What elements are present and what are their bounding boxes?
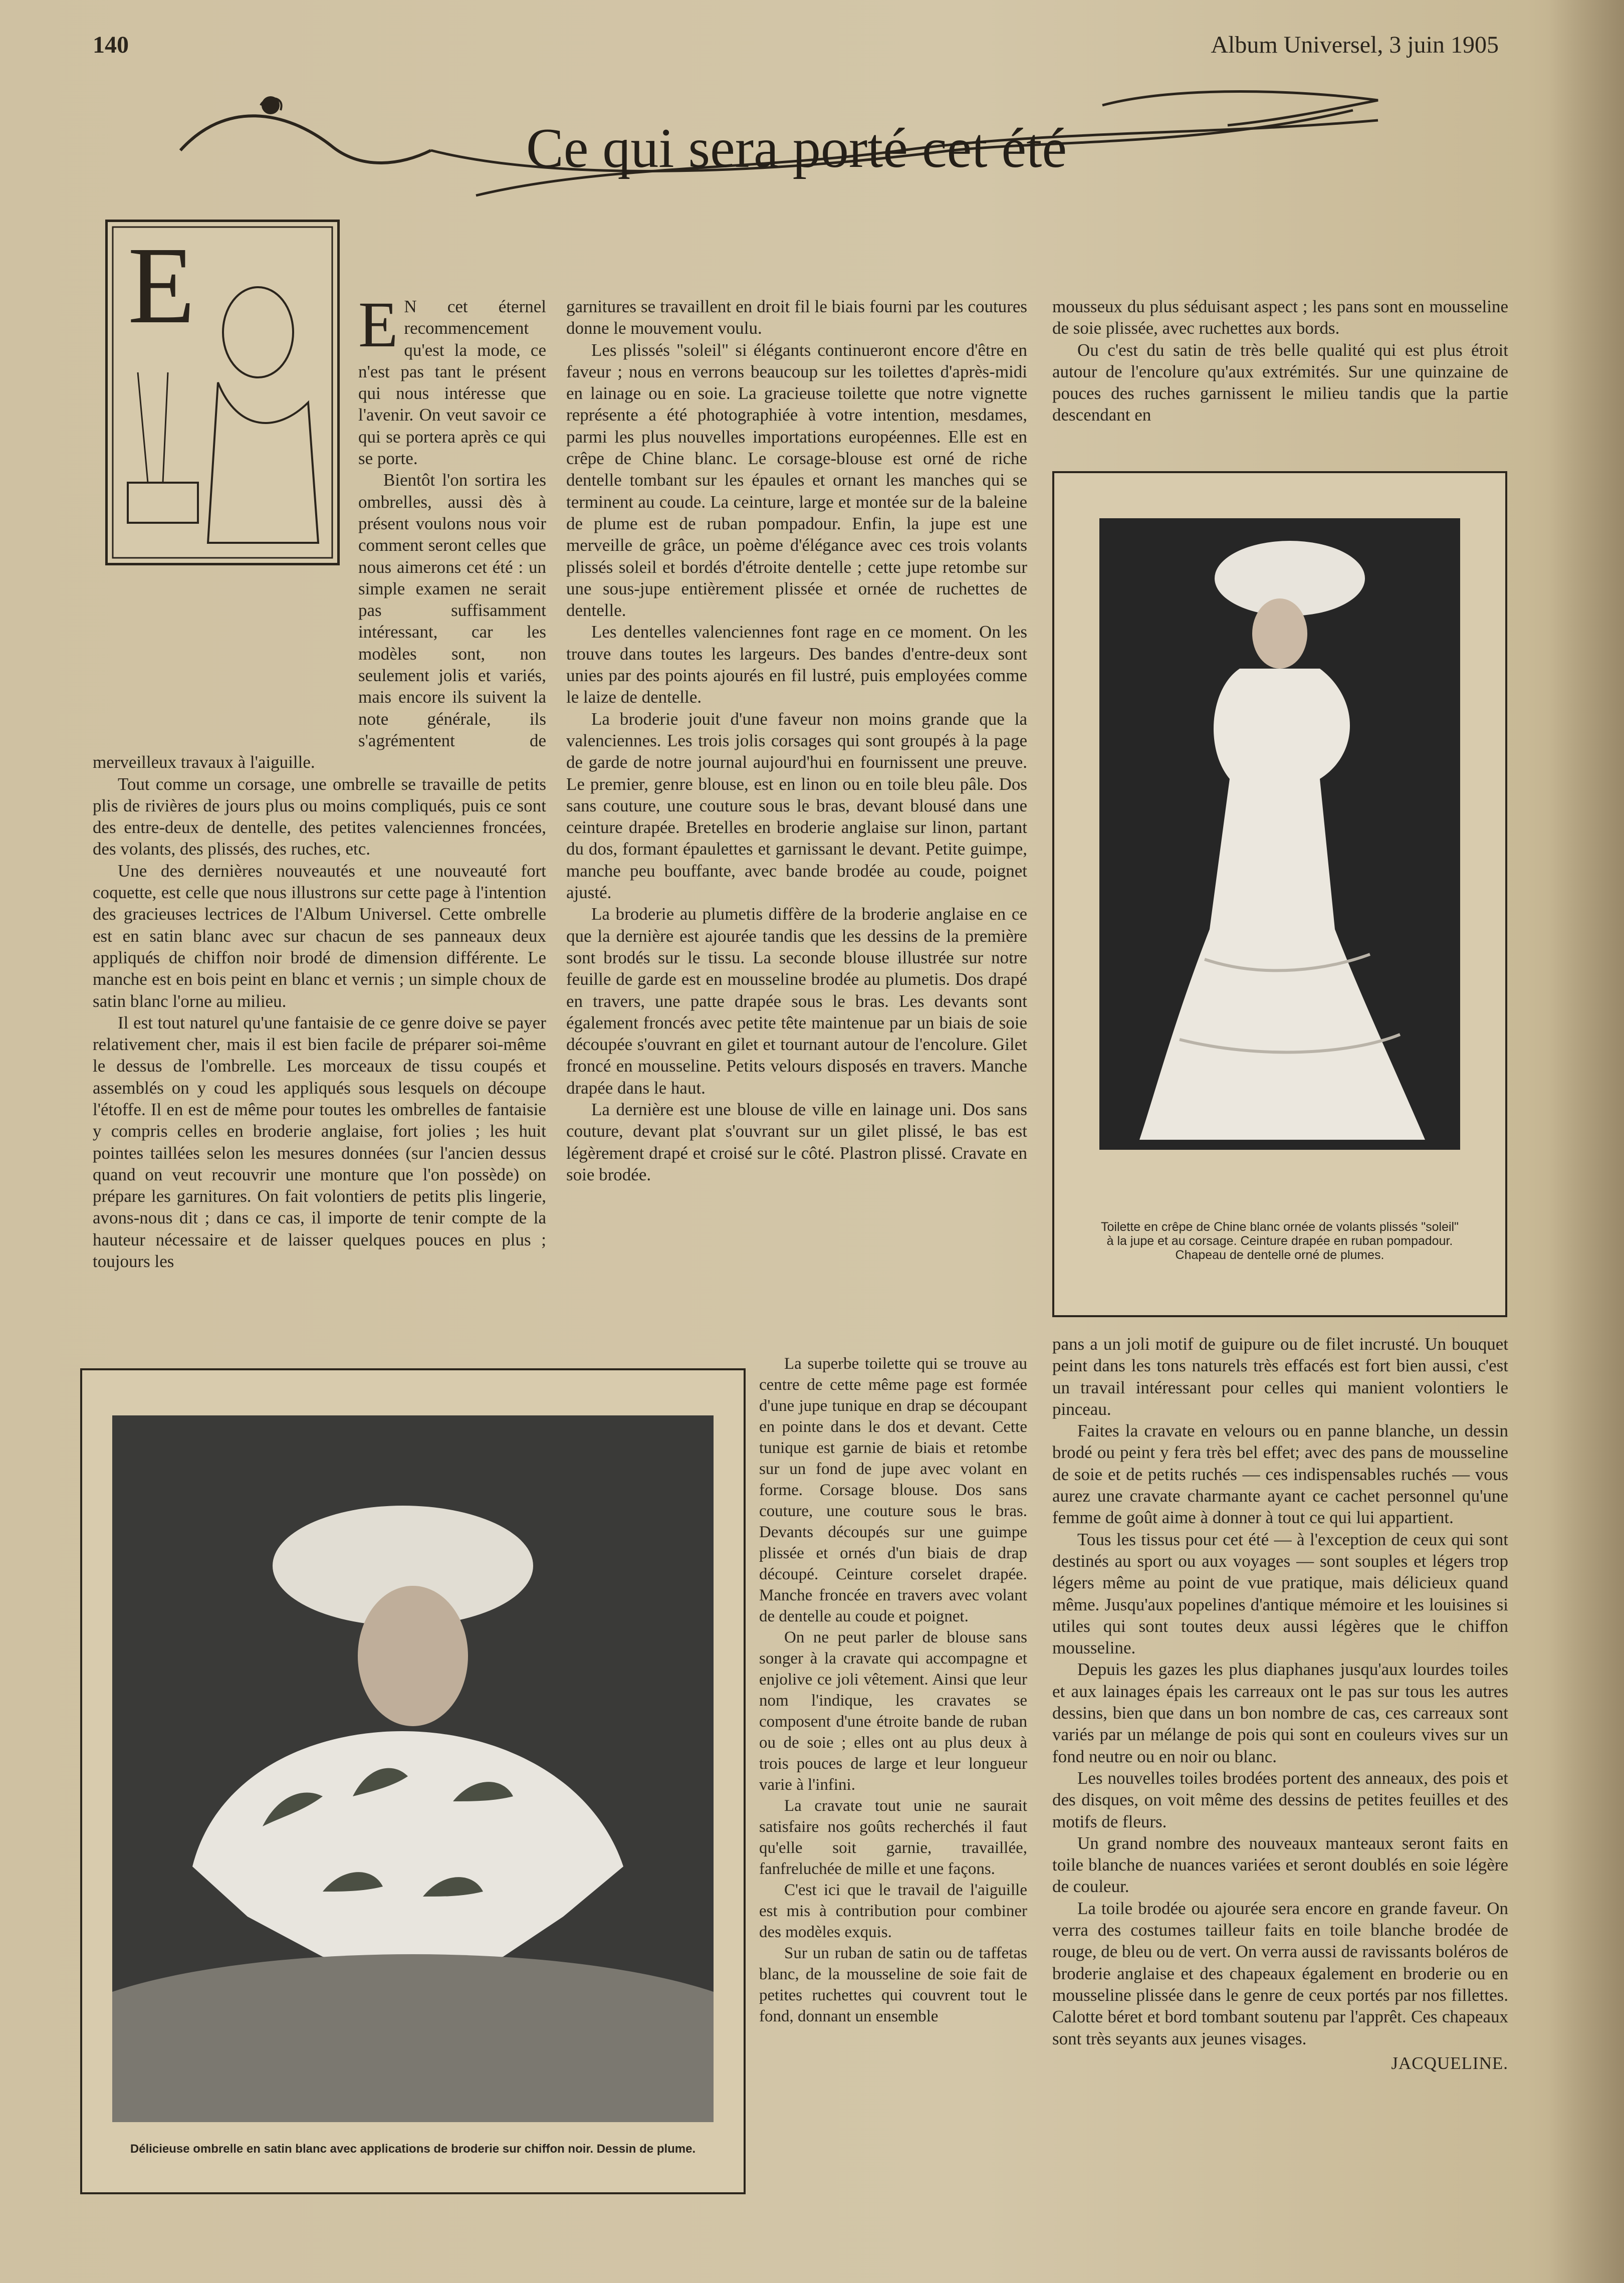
paragraph: Une des dernières nouveautés et une nouveauté fort coquette, est celle que nous illustrons sur cette page à l'intention des gracieuses lectrices de l'Album Universel. Cette ombrelle est en satin blanc avec sur chacun de ses panneaux deux appliqués de chiffon noir brodé de dimension différente. Le manche est en bois peint en blanc et vernis ; un simple choux de satin blanc l'orne au milieu. — [93, 861, 546, 1011]
article-title: Ce qui sera porté cet été — [526, 117, 1067, 179]
column-3-top — [1052, 296, 1508, 426]
paragraph: Les dentelles valenciennes font rage en ce moment. On les trouve dans toutes les largeurs. Des bandes d'entre-deux sont unies par des points ajourés en fil lustré, puis employées comme le laize de dentelle. — [566, 622, 1027, 707]
paragraph: Tous les tissus pour cet été — à l'exception de ceux qui sont destinés au sport ou aux voyages — sont souples et légers trop légers même au point de vue pratique, mais délicieux quand même. Jusqu'aux popelines d'antique mémoire et les louisines si utiles qui sont toutes deux aussi légères que le chiffon mousseline. — [1052, 1529, 1508, 1658]
paragraph: Il est tout naturel qu'une fantaisie de ce genre doive se payer relativement cher, mais il est bien facile de préparer soi-même le dessus de l'ombrelle. Les morceaux de tissu coupés et assemblés on y coud les appliqués sous lesquels on découpe l'étoffe. Il en est de même pour toutes les ombrelles de fantaisie y compris celles en broderie anglaise, fort jolies ; les huit pointes taillées selon les mesures données (sur l'ancien dessus quand on veut recouvrir une monture que l'on possède) on prépare les garnitures. On fait volontiers de petits plis lingerie, avons-nous dit ; dans ce cas, il importe de tenir compte de la hauteur nécessaire et de laisser quelques pouces en plus ; toujours les — [93, 1012, 546, 1272]
dress-photo — [1099, 518, 1460, 1150]
paragraph: Faites la cravate en velours ou en panne blanche, un dessin brodé ou peint y fera très bel effet; avec des pans de mousseline de soie et de petits ruchés — ces indispensables ruchés — vous aurez une cravate charmante ayant ce cachet personnel qu'une femme de goût aime à donner à tout ce qui lui appartient. — [1052, 1421, 1508, 1528]
umbrella-photo-frame — [80, 1368, 746, 2194]
paragraph: C'est ici que le travail de l'aiguille est mis à contribution pour combiner des modèles exquis. — [759, 1881, 1027, 1941]
paragraph: La broderie au plumetis diffère de la broderie anglaise en ce que la dernière est ajourée tandis que les dessins de la première sont brodés sur le tissu. La seconde blouse illustrée sur notre feuille de garde est en mousseline brodée au plumetis. Dos drapé en travers, une patte drapée sous le bras. Les devants sont également froncés avec petite tête maintenue par un biais de soie découpée s'ouvrant en gilet et tournant autour de l'encolure. Gilet froncé en mousseline. Petits velours disposés en travers. Manche drapée dans le haut. — [566, 904, 1027, 1098]
paragraph: La broderie jouit d'une faveur non moins grande que la valenciennes. Les trois jolis corsages qui sont groupés à la page de garde de notre journal aujourd'hui en fournissent une preuve. Le premier, genre blouse, est en linon ou en toile bleu pâle. Dos sans couture, une couture sous le bras, devant blousé dans une ceinture drapée. Bretelles en broderie anglaise sur linon, partant du dos, formant épaulettes et garnissant le devant. Petite guimpe, manche peu bouffante, avec bande brodée au coude, poignet ajusté. — [566, 709, 1027, 903]
paragraph: Les nouvelles toiles brodées portent des anneaux, des pois et des disques, on voit même des dessins de petites feuilles et des motifs de fleurs. — [1052, 1768, 1508, 1831]
paragraph: La dernière est une blouse de ville en lainage uni. Dos sans couture, devant plat s'ouvrant sur un gilet plissé, le bas est légèrement drapé et croisé sur le côté. Plastron plissé. Cravate en soie brodée. — [566, 1099, 1027, 1184]
column-2-lower — [759, 1353, 1027, 2027]
paragraph: Un grand nombre des nouveaux manteaux seront faits en toile blanche de nuances variées et seront doublés en soie légère de couleur. — [1052, 1833, 1508, 1897]
paragraph: N cet éternel recommencement qu'est la mode, ce n'est pas tant le présent qui nous intéresse que l'avenir. On veut savoir ce qui se portera après ce qui se porte. — [358, 297, 546, 469]
paragraph: On ne peut parler de blouse sans songer à la cravate qui accompagne et enjolive ce joli vêtement. Ainsi que leur nom l'indique, les cravates se composent d'une étroite bande de ruban ou de soie ; elles ont au plus deux à trois pouces de large et leur longueur varie à l'infini. — [759, 1628, 1027, 1794]
paragraph: Depuis les gazes les plus diaphanes jusqu'aux lourdes toiles et aux lainages épais les carreaux ont le pas sur tous les autres dessins, bien que dans un bon nombre de cas, ces carreaux sont variés par un mélange de pois qui sont en couleurs vives sur un fond neutre ou en noir ou blanc. — [1052, 1659, 1508, 1766]
woman-in-white-dress-icon — [1099, 518, 1460, 1150]
drop-cap: E — [358, 289, 398, 361]
woman-with-parasol-icon — [112, 1415, 714, 2122]
paragraph: La toile brodée ou ajourée sera encore en grande faveur. On verra des costumes tailleur faits en toile blanche brodée de rouge, de bleu ou de vert. On verra aussi de ravissants boléros de broderie anglaise et des chapeaux également en broderie ou en mousseline plissée dans le genre de ceux portés par nos fillettes. Calotte béret et bord tombant soutenu par l'apprêt. Ces chapeaux sont très seyants aux jeunes visages. — [1052, 1898, 1508, 2048]
dress-photo-frame — [1052, 471, 1507, 1317]
umbrella-photo — [112, 1415, 714, 2122]
dress-caption: Toilette en crêpe de Chine blanc ornée de volants plissés "soleil" à la jupe et au corsage. Ceinture drapée en ruban pompadour. Chapeau de dentelle orné de plumes. — [1100, 1220, 1459, 1262]
column-2 — [566, 296, 1027, 1185]
paragraph: garnitures se travaillent en droit fil le biais fourni par les coutures donne le mouvement voulu. — [566, 297, 1027, 338]
page-gutter-shadow — [1549, 0, 1624, 2283]
author-signature: JACQUELINE. — [1391, 2053, 1508, 2073]
paragraph: La cravate tout unie ne saurait satisfaire nos goûts recherchés il faut qu'elle soit garnie, travaillée, fanfreluchée de mille et une façons. — [759, 1797, 1027, 1878]
paragraph: Sur un ruban de satin ou de taffetas blanc, de la mousseline de soie fait de petites ruchettes qui couvrent tout le fond, donnant un ensemble — [759, 1944, 1027, 2025]
column-1 — [93, 289, 546, 1272]
page-number: 140 — [93, 32, 129, 58]
paragraph: pans a un joli motif de guipure ou de filet incrusté. Un bouquet peint dans les tons naturels très effacés est fort bien aussi, c'est un travail intéressant pour celles qui manient volontiers le pinceau. — [1052, 1334, 1508, 1419]
paragraph: Les plissés "soleil" si élégants continueront encore d'être en faveur ; nous en verrons beaucoup sur les toilettes d'après-midi en lainage ou en soie. La gracieuse toilette que notre vignette représente a été photographiée à votre intention, mesdames, parmi les plus nouvelles importations européennes. Elle est en crêpe de Chine blanc. Le corsage-blouse est orné de riche dentelle tombant sur les épaules et ornant les manches qui se terminent au coude. La ceinture, large et montée sur de la baleine de plume est de ruban pompadour. Enfin, la jupe est une merveille de grâce, un poème d'élégance avec ces trois volants plissés soleil et bordés d'étroite dentelle ; cette jupe retombe sur une sous-jupe entièrement plissée et ornée de ruchettes de dentelle. — [566, 340, 1027, 620]
paragraph: Tout comme un corsage, une ombrelle se travaille de petits plis de rivières de jours plus ou moins compliqués, puis ce sont des entre-deux de dentelle, des petites valenciennes froncées, des volants, des plissés, des ruches, etc. — [93, 774, 546, 859]
initial-float-space — [93, 296, 358, 747]
paragraph: mousseux du plus séduisant aspect ; les pans sont en mousseline de soie plissée, avec ruchettes aux bords. — [1052, 297, 1508, 338]
paragraph: Bientôt l'on sortira les ombrelles, aussi dès à présent voulons nous voir comment seront celles que nous aimerons cet été : un simple examen ne serait pas suffisamment intéressant, car les modèles sont, non seulement jolis et variés, mais encore ils suivent la note générale, ils s'agrémentent de merveilleux travaux à l'aiguille. — [93, 470, 546, 772]
paragraph: Ou c'est du satin de très belle qualité qui est plus étroit autour de l'encolure qu'aux extrémités. Sur une quinzaine de pouces des ruches garnissent le milieu tandis que la partie descendant en — [1052, 340, 1508, 425]
svg-text:E: E — [128, 224, 195, 346]
paragraph: La superbe toilette qui se trouve au centre de cette même page est formée d'une jupe tunique en drap se découpant en pointe dans le dos et devant. Cette tunique est garnie de biais et retombe sur un fond de jupe avec volant en forme. Corsage blouse. Dos sans couture, une couture sous le bras. Devants découpés sur une guimpe plissée et ornés d'un biais de drap découpé. Ceinture corselet drapée. Manche froncée en travers avec volant de dentelle au coude et poignet. — [759, 1355, 1027, 1625]
running-header: Album Universel, 3 juin 1905 — [1211, 32, 1499, 58]
umbrella-caption: Délicieuse ombrelle en satin blanc avec applications de broderie sur chiffon noir. Dessin de plume. — [130, 2142, 696, 2156]
column-3-bottom — [1052, 1333, 1508, 2074]
